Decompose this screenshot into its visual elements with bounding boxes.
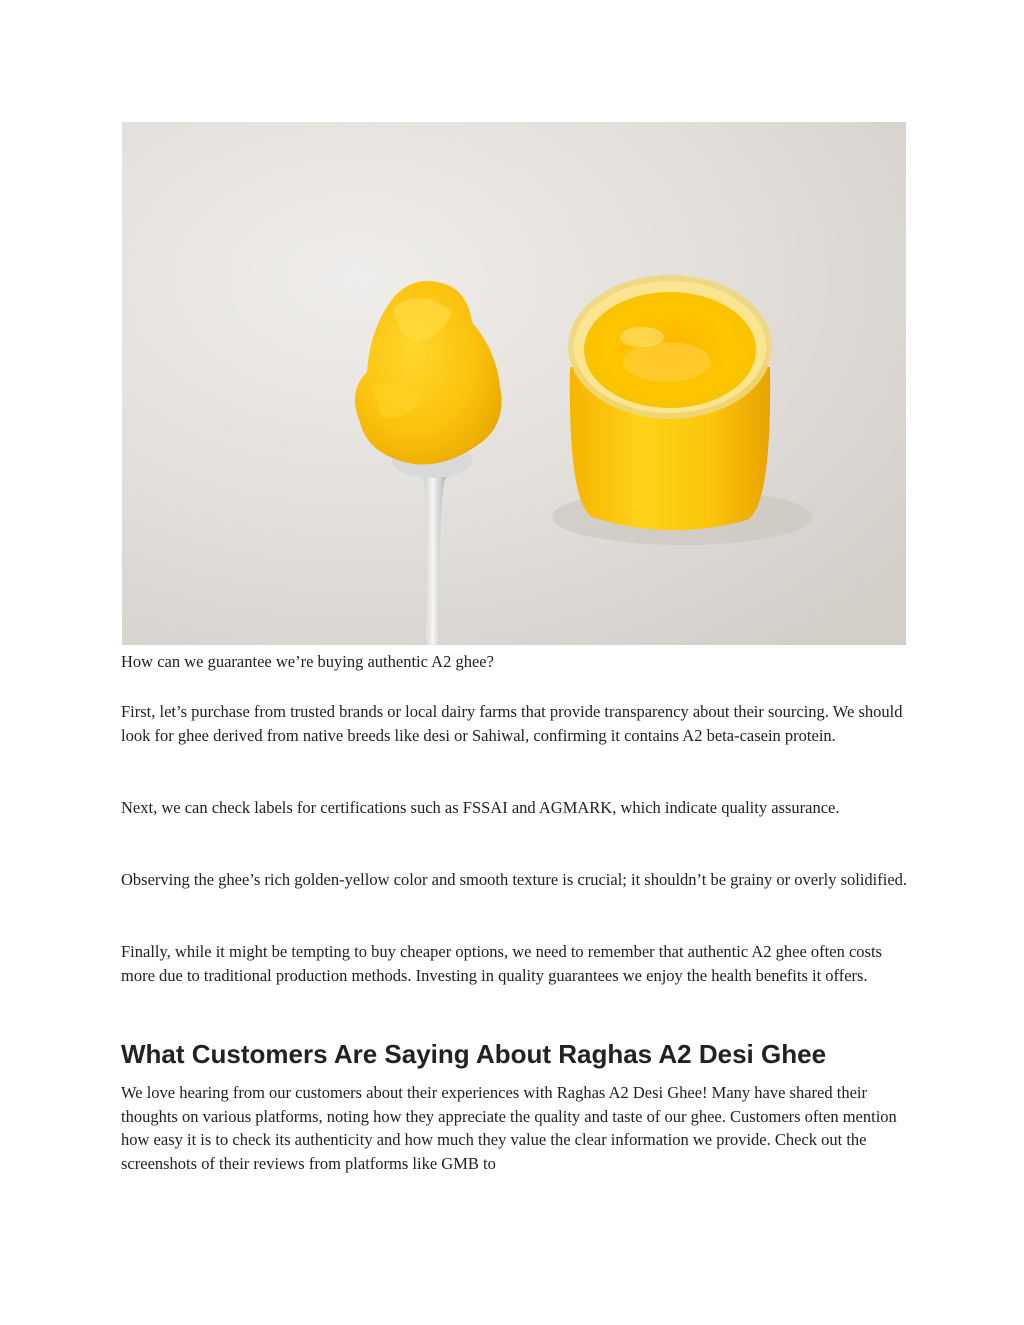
paragraph-color-texture: Observing the ghee’s rich golden-yellow color and smooth texture is crucial; it shouldn’t be grainy or overly solidified. bbox=[121, 870, 908, 889]
image-caption: How can we guarantee we’re buying authentic A2 ghee? bbox=[121, 652, 494, 671]
ghee-spoon-and-jar-icon bbox=[122, 122, 906, 645]
paragraph-price: Finally, while it might be tempting to buy cheaper options, we need to remember that authentic A2 ghee often costs more due to traditional production methods. Investing in quality guarantees we enjoy the health benefits it offers. bbox=[121, 942, 882, 985]
paragraph-sourcing: First, let’s purchase from trusted brands or local dairy farms that provide transparency about their sourcing. We should look for ghee derived from native breeds like desi or Sahiwal, confirming it contains A2 beta-casein protein. bbox=[121, 702, 903, 745]
section-heading: What Customers Are Saying About Raghas A2 Desi Ghee bbox=[121, 1039, 827, 1069]
ghee-photo bbox=[122, 122, 906, 645]
paragraph-certifications: Next, we can check labels for certifications such as FSSAI and AGMARK, which indicate quality assurance. bbox=[121, 798, 840, 817]
paragraph-customer-reviews: We love hearing from our customers about their experiences with Raghas A2 Desi Ghee! Many have shared their thoughts on various platforms, noting how they appreciate the quality and taste of our ghee. Customers often mention how easy it is to check its authenticity and how much they value the clear information we provide. Check out the screenshots of their reviews from platforms like GMB to bbox=[121, 1083, 897, 1173]
